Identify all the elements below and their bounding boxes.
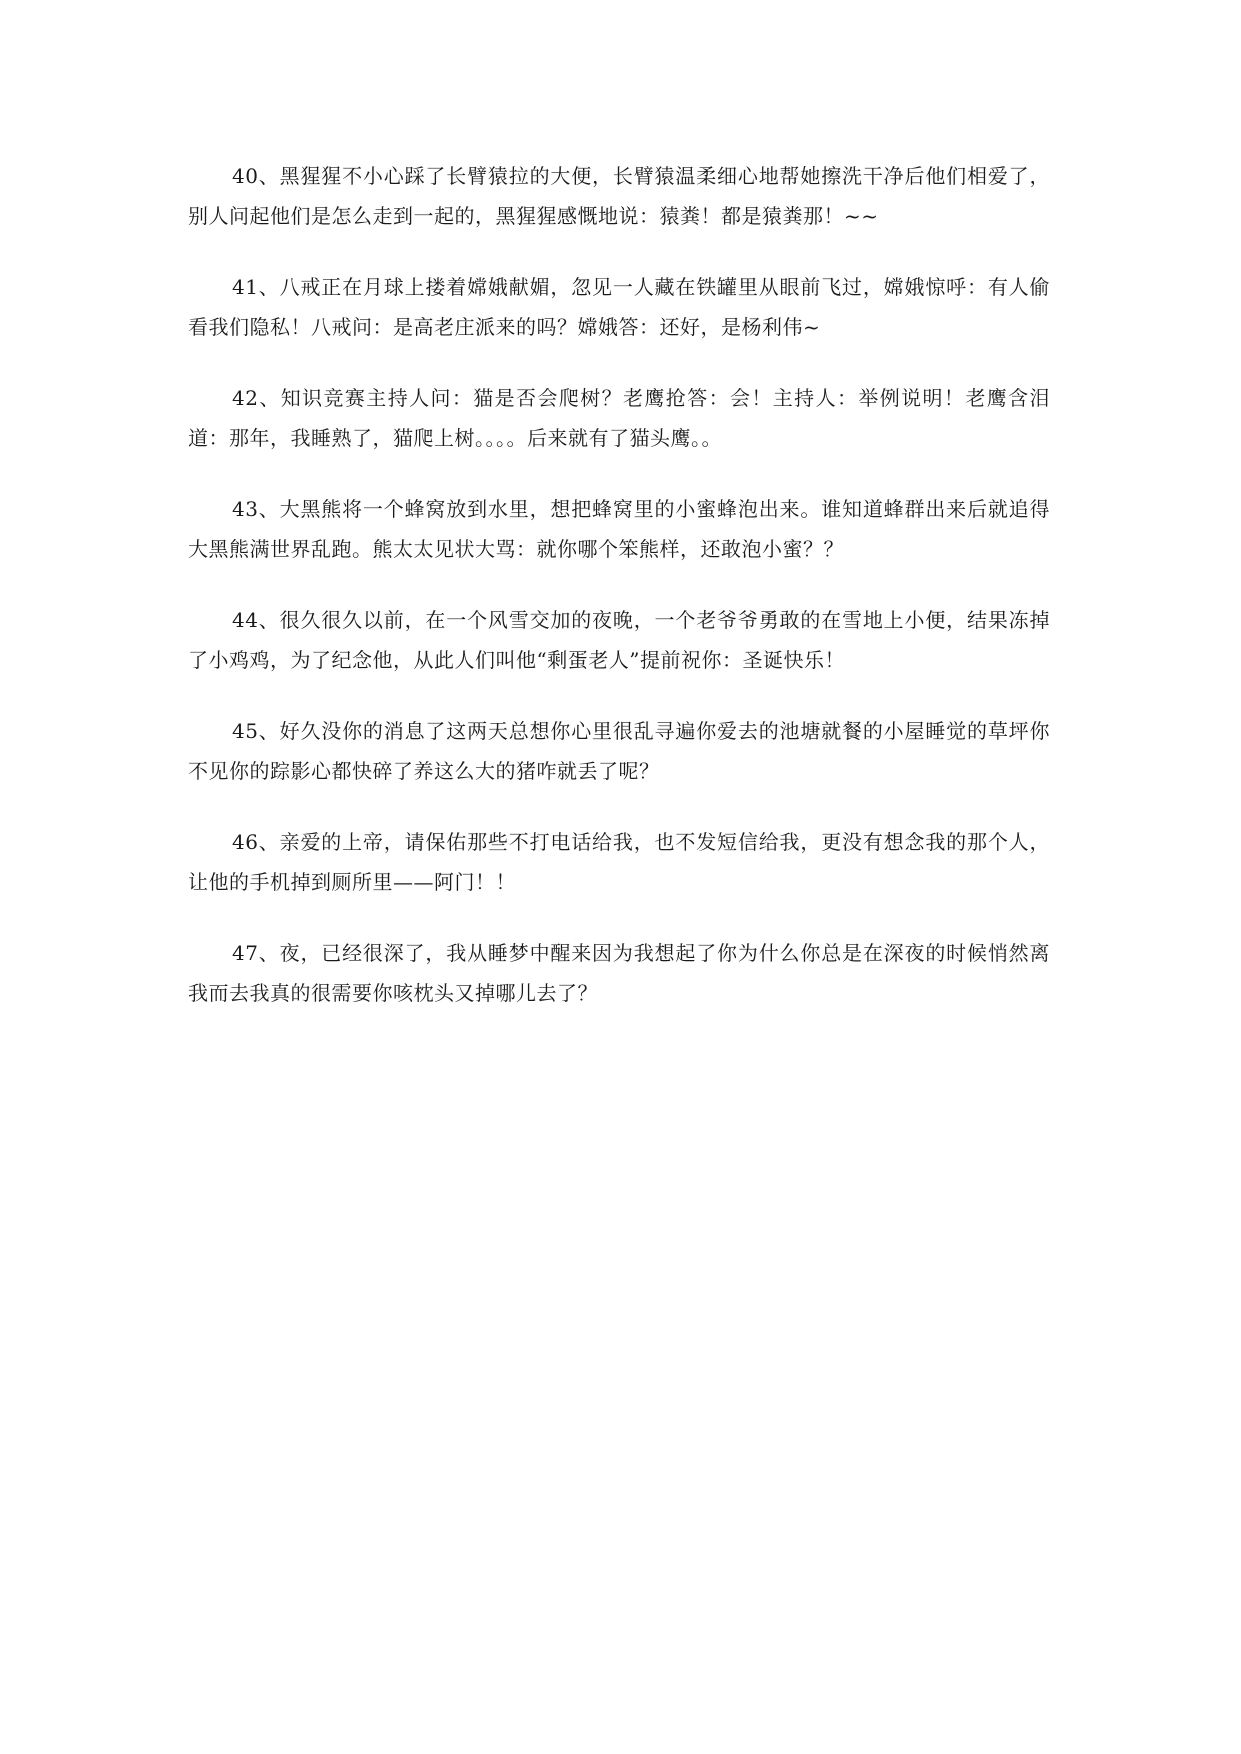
- joke-paragraph-45: 45、好久没你的消息了这两天总想你心里很乱寻遍你爱去的池塘就餐的小屋睡觉的草坪你不见你的踪影心都快碎了养这么大的猪咋就丢了呢？: [188, 719, 1050, 783]
- joke-paragraph-46: 46、亲爱的上帝，请保佑那些不打电话给我，也不发短信给我，更没有想念我的那个人，让他的手机掉到厕所里——阿门！！: [188, 830, 1050, 894]
- joke-paragraph-47: 47、夜，已经很深了，我从睡梦中醒来因为我想起了你为什么你总是在深夜的时候悄然离我而去我真的很需要你咳枕头又掉哪儿去了？: [188, 941, 1050, 1005]
- joke-paragraph-43: 43、大黑熊将一个蜂窝放到水里，想把蜂窝里的小蜜蜂泡出来。谁知道蜂群出来后就追得大黑熊满世界乱跑。熊太太见状大骂：就你哪个笨熊样，还敢泡小蜜？？: [188, 497, 1050, 561]
- joke-paragraph-41: 41、八戒正在月球上搂着嫦娥献媚，忽见一人藏在铁罐里从眼前飞过，嫦娥惊呼：有人偷看我们隐私！八戒问：是高老庄派来的吗？嫦娥答：还好，是杨利伟~: [188, 275, 1050, 339]
- document-body: [188, 156, 1050, 1044]
- joke-paragraph-40: 40、黑猩猩不小心踩了长臂猿拉的大便，长臂猿温柔细心地帮她擦洗干净后他们相爱了，别人问起他们是怎么走到一起的，黑猩猩感慨地说：猿粪！都是猿粪那！~~: [188, 164, 1050, 228]
- joke-paragraph-44: 44、很久很久以前，在一个风雪交加的夜晚，一个老爷爷勇敢的在雪地上小便，结果冻掉了小鸡鸡，为了纪念他，从此人们叫他“剩蛋老人”提前祝你：圣诞快乐！: [188, 608, 1050, 672]
- joke-paragraph-42: 42、知识竞赛主持人问：猫是否会爬树？老鹰抢答：会！主持人：举例说明！老鹰含泪道：那年，我睡熟了，猫爬上树。。。。后来就有了猫头鹰。。: [188, 386, 1050, 450]
